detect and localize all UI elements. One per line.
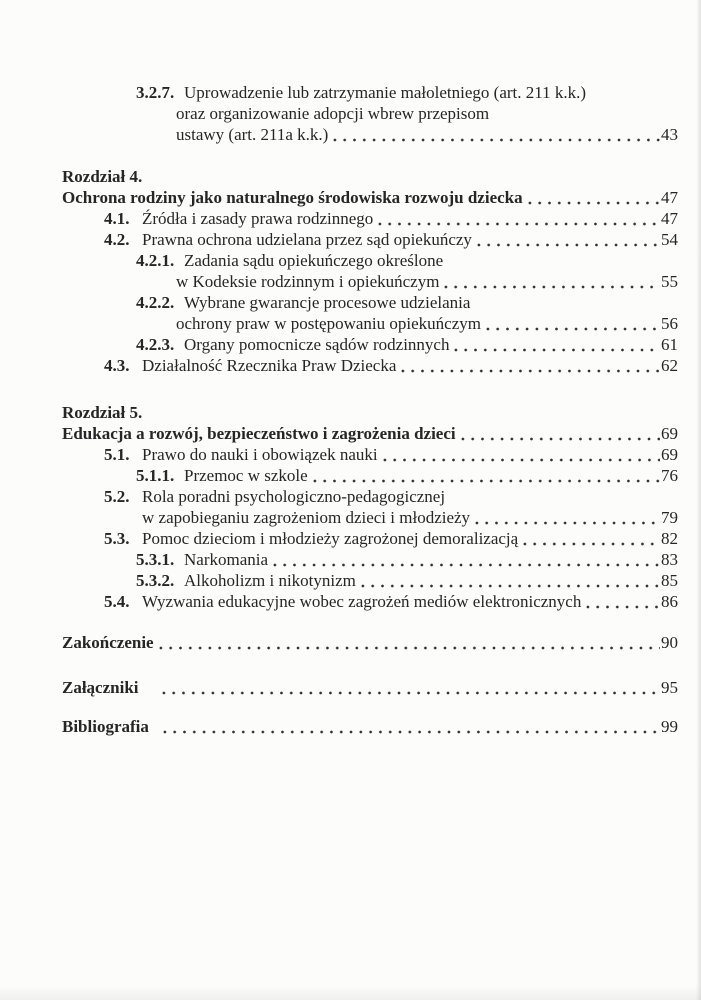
entry-text: Działalność Rzecznika Praw Dziecka xyxy=(142,356,397,375)
entry-text: Załączniki xyxy=(62,678,139,697)
toc-entry-line xyxy=(0,507,701,528)
entry-text: ochrony praw w postępowaniu opiekuńczym xyxy=(176,314,481,333)
entry-number: 5.1.1. xyxy=(136,466,175,485)
page-number: 79 xyxy=(661,508,678,527)
toc-entry-line xyxy=(0,208,701,229)
entry-number: 5.1. xyxy=(104,445,130,464)
dot-leader xyxy=(398,368,660,374)
toc-section-4 xyxy=(0,677,701,698)
dot-leader xyxy=(525,200,660,206)
dot-leader xyxy=(310,478,660,484)
page-number: 55 xyxy=(661,272,678,291)
dot-leader xyxy=(520,541,660,547)
toc-entry xyxy=(0,716,701,737)
page-number: 62 xyxy=(661,356,678,375)
entry-text: oraz organizowanie adopcji wbrew przepisom xyxy=(176,104,490,123)
page-number: 86 xyxy=(661,592,678,611)
toc-entry-line xyxy=(0,486,701,507)
dot-leader xyxy=(583,604,660,610)
toc-section-5 xyxy=(0,716,701,737)
toc-entry-line xyxy=(0,82,701,103)
toc-entry-line xyxy=(0,103,701,124)
page-number: 69 xyxy=(661,424,678,443)
toc-entry xyxy=(0,187,701,208)
entry-text: Przemoc w szkole xyxy=(184,466,308,485)
toc-entry-line xyxy=(0,591,701,612)
entry-number: 4.3. xyxy=(104,356,130,375)
entry-number: 4.2. xyxy=(104,230,130,249)
entry-text: Ochrona rodziny jako naturalnego środowiska rozwoju dziecka xyxy=(62,188,523,207)
page-number: 99 xyxy=(661,717,678,736)
entry-text: Źródła i zasady prawa rodzinnego xyxy=(142,209,374,228)
entry-number: 4.2.1. xyxy=(136,251,175,270)
toc-entry-line xyxy=(0,313,701,334)
dot-leader xyxy=(472,520,660,526)
page-number: 76 xyxy=(661,466,678,485)
entry-text: Rola poradni psychologiczno-pedagogicznej xyxy=(142,487,446,506)
toc-entry-line xyxy=(0,229,701,250)
toc-entry-line xyxy=(0,124,701,145)
entry-text: Edukacja a rozwój, bezpieczeństwo i zagrożenia dzieci xyxy=(62,424,456,443)
entry-text: w Kodeksie rodzinnym i opiekuńczym xyxy=(176,272,440,291)
entry-text: Bibliografia xyxy=(62,717,149,736)
entry-number: 5.2. xyxy=(104,487,130,506)
entry-text: Zakończenie xyxy=(62,633,154,652)
dot-leader xyxy=(358,583,660,589)
toc-entry-line xyxy=(0,334,701,355)
page-number: 54 xyxy=(661,230,678,249)
toc-entry-line xyxy=(0,465,701,486)
page-number: 61 xyxy=(661,335,678,354)
dot-leader xyxy=(451,347,660,353)
entry-text: Prawna ochrona udzielana przez sąd opiekuńczy xyxy=(142,230,472,249)
page-number: 69 xyxy=(661,445,678,464)
dot-leader xyxy=(375,221,660,227)
chapter-label xyxy=(0,402,701,423)
entry-number: 4.1. xyxy=(104,209,130,228)
toc-entry-line xyxy=(0,570,701,591)
entry-text: Prawo do nauki i obowiązek nauki xyxy=(142,445,378,464)
entry-number: 4.2.3. xyxy=(136,335,175,354)
entry-text: Narkomania xyxy=(184,550,269,569)
toc-entry-line xyxy=(0,528,701,549)
entry-number: 5.3.2. xyxy=(136,571,175,590)
entry-number: 5.4. xyxy=(104,592,130,611)
dot-leader xyxy=(474,242,660,248)
chapter-label-text: Rozdział 4. xyxy=(62,167,143,186)
dot-leader xyxy=(159,690,660,696)
page-number: 47 xyxy=(661,188,678,207)
entry-text: Wyzwania edukacyjne wobec zagrożeń mediów elektronicznych xyxy=(142,592,582,611)
toc-entry-line xyxy=(0,292,701,313)
toc-entry-line xyxy=(0,271,701,292)
page-number: 43 xyxy=(661,125,678,144)
page-number: 85 xyxy=(661,571,678,590)
entry-text: Zadania sądu opiekuńczego określone xyxy=(184,251,444,270)
entry-text: Uprowadzenie lub zatrzymanie małoletniego (art. 211 k.k.) xyxy=(184,83,587,102)
dot-leader xyxy=(458,436,660,442)
entry-text: Wybrane gwarancje procesowe udzielania xyxy=(184,293,471,312)
toc-entry-line xyxy=(0,549,701,570)
dot-leader xyxy=(156,645,660,651)
page-number: 47 xyxy=(661,209,678,228)
page-number: 56 xyxy=(661,314,678,333)
toc-section-3 xyxy=(0,632,701,653)
toc-section-2 xyxy=(0,402,701,612)
page-number: 82 xyxy=(661,529,678,548)
toc-entry-line xyxy=(0,250,701,271)
entry-text: Organy pomocnicze sądów rodzinnych xyxy=(184,335,450,354)
dot-leader xyxy=(380,457,660,463)
dot-leader xyxy=(160,729,660,735)
toc-entry xyxy=(0,423,701,444)
toc-entry-line xyxy=(0,444,701,465)
toc-entry xyxy=(0,677,701,698)
page-number: 95 xyxy=(661,678,678,697)
dot-leader xyxy=(441,284,660,290)
toc-entry xyxy=(0,632,701,653)
entry-text: Pomoc dzieciom i młodzieży zagrożonej demoralizacją xyxy=(142,529,519,548)
entry-number: 3.2.7. xyxy=(136,83,175,102)
entry-number: 5.3. xyxy=(104,529,130,548)
dot-leader xyxy=(330,137,660,143)
dot-leader xyxy=(483,326,660,332)
entry-text: ustawy (art. 211a k.k.) xyxy=(176,125,329,144)
entry-text: Alkoholizm i nikotynizm xyxy=(184,571,356,590)
dot-leader xyxy=(270,562,660,568)
toc-section-1 xyxy=(0,166,701,376)
entry-text: w zapobieganiu zagrożeniom dzieci i młodzieży xyxy=(142,508,471,527)
toc-entry-line xyxy=(0,355,701,376)
page-number: 90 xyxy=(661,633,678,652)
chapter-label xyxy=(0,166,701,187)
chapter-label-text: Rozdział 5. xyxy=(62,403,143,422)
entry-number: 5.3.1. xyxy=(136,550,175,569)
entry-number: 4.2.2. xyxy=(136,293,175,312)
toc-section-0 xyxy=(0,82,701,145)
page-number: 83 xyxy=(661,550,678,569)
table-of-contents xyxy=(0,82,701,737)
